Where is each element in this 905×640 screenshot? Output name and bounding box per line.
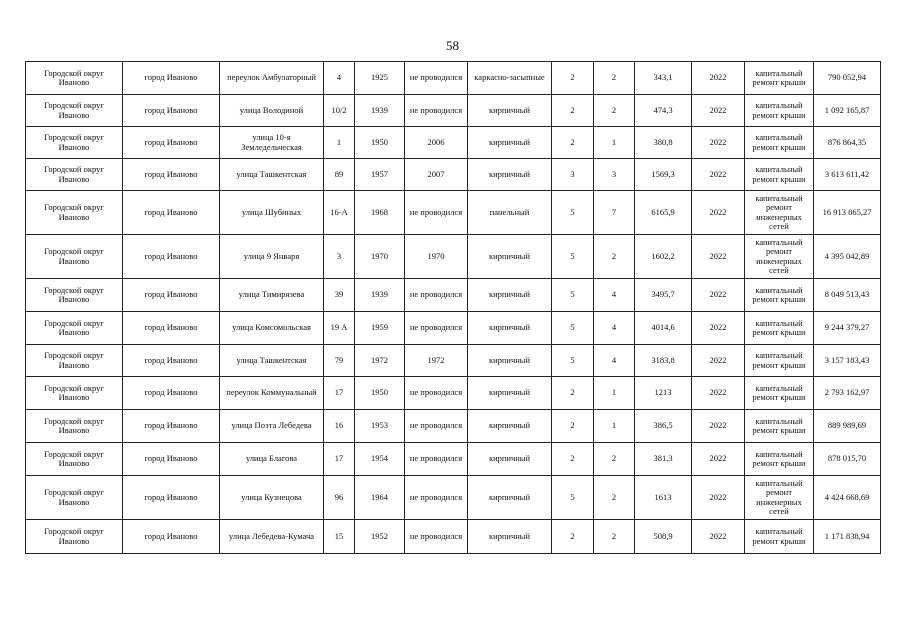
floors-cell: 5 — [552, 312, 594, 345]
municipality-cell: Городской округ Иваново — [26, 476, 123, 520]
area-cell: 1613 — [635, 476, 692, 520]
settlement-cell: город Иваново — [123, 127, 220, 159]
plan-year-cell: 2022 — [692, 345, 745, 377]
settlement-cell: город Иваново — [123, 443, 220, 476]
wall-material-cell: кирпичный — [468, 443, 552, 476]
wall-material-cell: панельный — [468, 191, 552, 235]
last-repair-year-cell: не проводился — [405, 443, 468, 476]
street-cell: улица Благова — [220, 443, 324, 476]
repair-type-cell: капитальный ремонт крыши — [745, 279, 814, 312]
municipality-cell: Городской округ Иваново — [26, 443, 123, 476]
floors-cell: 2 — [552, 410, 594, 443]
build-year-cell: 1939 — [355, 95, 405, 127]
table-row — [26, 279, 881, 312]
floors-cell: 5 — [552, 235, 594, 279]
cost-cell: 790 052,94 — [814, 62, 881, 95]
area-cell: 1602,2 — [635, 235, 692, 279]
house-number-cell: 10/2 — [324, 95, 355, 127]
street-cell: улица Ташкентская — [220, 159, 324, 191]
street-cell: улица 10-я Земледельческая — [220, 127, 324, 159]
floors-cell: 2 — [552, 443, 594, 476]
plan-year-cell: 2022 — [692, 476, 745, 520]
repair-type-cell: капитальный ремонт инженерных сетей — [745, 235, 814, 279]
entrances-cell: 2 — [594, 235, 635, 279]
last-repair-year-cell: не проводился — [405, 312, 468, 345]
area-cell: 474,3 — [635, 95, 692, 127]
house-number-cell: 96 — [324, 476, 355, 520]
house-number-cell: 39 — [324, 279, 355, 312]
repair-type-cell: капитальный ремонт инженерных сетей — [745, 476, 814, 520]
floors-cell: 5 — [552, 476, 594, 520]
entrances-cell: 1 — [594, 377, 635, 410]
plan-year-cell: 2022 — [692, 312, 745, 345]
plan-year-cell: 2022 — [692, 410, 745, 443]
build-year-cell: 1953 — [355, 410, 405, 443]
house-number-cell: 16-А — [324, 191, 355, 235]
last-repair-year-cell: не проводился — [405, 279, 468, 312]
repair-type-cell: капитальный ремонт крыши — [745, 345, 814, 377]
municipality-cell: Городской округ Иваново — [26, 520, 123, 554]
area-cell: 386,5 — [635, 410, 692, 443]
cost-cell: 4 395 042,89 — [814, 235, 881, 279]
repair-type-cell: капитальный ремонт крыши — [745, 312, 814, 345]
floors-cell: 5 — [552, 345, 594, 377]
wall-material-cell: кирпичный — [468, 520, 552, 554]
last-repair-year-cell: не проводился — [405, 476, 468, 520]
table-row — [26, 410, 881, 443]
municipality-cell: Городской округ Иваново — [26, 159, 123, 191]
municipality-cell: Городской округ Иваново — [26, 191, 123, 235]
cost-cell: 889 989,69 — [814, 410, 881, 443]
house-number-cell: 3 — [324, 235, 355, 279]
municipality-cell: Городской округ Иваново — [26, 410, 123, 443]
municipality-cell: Городской округ Иваново — [26, 377, 123, 410]
street-cell: улица Лебедева-Кумача — [220, 520, 324, 554]
last-repair-year-cell: не проводился — [405, 62, 468, 95]
build-year-cell: 1950 — [355, 127, 405, 159]
entrances-cell: 2 — [594, 476, 635, 520]
house-number-cell: 89 — [324, 159, 355, 191]
settlement-cell: город Иваново — [123, 159, 220, 191]
wall-material-cell: кирпичный — [468, 127, 552, 159]
floors-cell: 2 — [552, 127, 594, 159]
last-repair-year-cell: не проводился — [405, 191, 468, 235]
build-year-cell: 1939 — [355, 279, 405, 312]
street-cell: переулок Коммунальный — [220, 377, 324, 410]
street-cell: улица Кузнецова — [220, 476, 324, 520]
floors-cell: 5 — [552, 279, 594, 312]
wall-material-cell: кирпичный — [468, 410, 552, 443]
area-cell: 381,3 — [635, 443, 692, 476]
repair-type-cell: капитальный ремонт крыши — [745, 159, 814, 191]
table-row — [26, 443, 881, 476]
build-year-cell: 1952 — [355, 520, 405, 554]
wall-material-cell: кирпичный — [468, 279, 552, 312]
cost-cell: 3 157 183,43 — [814, 345, 881, 377]
area-cell: 380,8 — [635, 127, 692, 159]
cost-cell: 8 049 513,43 — [814, 279, 881, 312]
cost-cell: 1 092 165,87 — [814, 95, 881, 127]
last-repair-year-cell: не проводился — [405, 95, 468, 127]
wall-material-cell: кирпичный — [468, 476, 552, 520]
wall-material-cell: кирпичный — [468, 159, 552, 191]
last-repair-year-cell: не проводился — [405, 520, 468, 554]
settlement-cell: город Иваново — [123, 312, 220, 345]
entrances-cell: 7 — [594, 191, 635, 235]
house-number-cell: 79 — [324, 345, 355, 377]
settlement-cell: город Иваново — [123, 476, 220, 520]
settlement-cell: город Иваново — [123, 410, 220, 443]
house-number-cell: 15 — [324, 520, 355, 554]
wall-material-cell: кирпичный — [468, 377, 552, 410]
area-cell: 508,9 — [635, 520, 692, 554]
wall-material-cell: кирпичный — [468, 345, 552, 377]
build-year-cell: 1964 — [355, 476, 405, 520]
last-repair-year-cell: не проводился — [405, 377, 468, 410]
table-row — [26, 345, 881, 377]
street-cell: улица Ташкентская — [220, 345, 324, 377]
street-cell: улица Шубиных — [220, 191, 324, 235]
repair-type-cell: капитальный ремонт инженерных сетей — [745, 191, 814, 235]
municipality-cell: Городской округ Иваново — [26, 95, 123, 127]
table-row — [26, 191, 881, 235]
table-row — [26, 159, 881, 191]
municipality-cell: Городской округ Иваново — [26, 312, 123, 345]
street-cell: улица Поэта Лебедева — [220, 410, 324, 443]
cost-cell: 3 613 611,42 — [814, 159, 881, 191]
entrances-cell: 4 — [594, 345, 635, 377]
cost-cell: 16 913 865,27 — [814, 191, 881, 235]
entrances-cell: 1 — [594, 127, 635, 159]
repair-type-cell: капитальный ремонт крыши — [745, 443, 814, 476]
street-cell: переулок Амбулаторный — [220, 62, 324, 95]
table-row — [26, 235, 881, 279]
street-cell: улица Тимирязева — [220, 279, 324, 312]
plan-year-cell: 2022 — [692, 191, 745, 235]
settlement-cell: город Иваново — [123, 235, 220, 279]
repair-type-cell: капитальный ремонт крыши — [745, 127, 814, 159]
table-row — [26, 377, 881, 410]
table-row — [26, 476, 881, 520]
last-repair-year-cell: 2006 — [405, 127, 468, 159]
municipality-cell: Городской округ Иваново — [26, 279, 123, 312]
floors-cell: 2 — [552, 520, 594, 554]
build-year-cell: 1954 — [355, 443, 405, 476]
street-cell: улица Комсомольская — [220, 312, 324, 345]
build-year-cell: 1957 — [355, 159, 405, 191]
settlement-cell: город Иваново — [123, 377, 220, 410]
plan-year-cell: 2022 — [692, 159, 745, 191]
plan-year-cell: 2022 — [692, 520, 745, 554]
cost-cell: 4 424 668,69 — [814, 476, 881, 520]
entrances-cell: 2 — [594, 520, 635, 554]
plan-year-cell: 2022 — [692, 443, 745, 476]
area-cell: 3183,8 — [635, 345, 692, 377]
housing-repair-table — [25, 61, 881, 554]
house-number-cell: 17 — [324, 377, 355, 410]
settlement-cell: город Иваново — [123, 345, 220, 377]
build-year-cell: 1968 — [355, 191, 405, 235]
entrances-cell: 3 — [594, 159, 635, 191]
floors-cell: 3 — [552, 159, 594, 191]
build-year-cell: 1950 — [355, 377, 405, 410]
cost-cell: 878 015,70 — [814, 443, 881, 476]
street-cell: улица 9 Января — [220, 235, 324, 279]
cost-cell: 9 244 379,27 — [814, 312, 881, 345]
municipality-cell: Городской округ Иваново — [26, 62, 123, 95]
wall-material-cell: кирпичный — [468, 235, 552, 279]
cost-cell: 2 793 162,97 — [814, 377, 881, 410]
repair-type-cell: капитальный ремонт крыши — [745, 520, 814, 554]
house-number-cell: 1 — [324, 127, 355, 159]
cost-cell: 876 864,35 — [814, 127, 881, 159]
table-row — [26, 95, 881, 127]
house-number-cell: 19 А — [324, 312, 355, 345]
repair-type-cell: капитальный ремонт крыши — [745, 377, 814, 410]
floors-cell: 2 — [552, 95, 594, 127]
build-year-cell: 1970 — [355, 235, 405, 279]
settlement-cell: город Иваново — [123, 520, 220, 554]
entrances-cell: 2 — [594, 62, 635, 95]
entrances-cell: 2 — [594, 95, 635, 127]
last-repair-year-cell: 1970 — [405, 235, 468, 279]
settlement-cell: город Иваново — [123, 95, 220, 127]
wall-material-cell: каркасно-засыпные — [468, 62, 552, 95]
plan-year-cell: 2022 — [692, 95, 745, 127]
cost-cell: 1 171 838,94 — [814, 520, 881, 554]
table-row — [26, 520, 881, 554]
settlement-cell: город Иваново — [123, 279, 220, 312]
entrances-cell: 1 — [594, 410, 635, 443]
area-cell: 1569,3 — [635, 159, 692, 191]
area-cell: 3495,7 — [635, 279, 692, 312]
build-year-cell: 1972 — [355, 345, 405, 377]
repair-type-cell: капитальный ремонт крыши — [745, 62, 814, 95]
entrances-cell: 2 — [594, 443, 635, 476]
plan-year-cell: 2022 — [692, 279, 745, 312]
municipality-cell: Городской округ Иваново — [26, 127, 123, 159]
floors-cell: 2 — [552, 62, 594, 95]
build-year-cell: 1925 — [355, 62, 405, 95]
plan-year-cell: 2022 — [692, 235, 745, 279]
table-row — [26, 62, 881, 95]
plan-year-cell: 2022 — [692, 62, 745, 95]
house-number-cell: 16 — [324, 410, 355, 443]
settlement-cell: город Иваново — [123, 62, 220, 95]
area-cell: 343,1 — [635, 62, 692, 95]
repair-type-cell: капитальный ремонт крыши — [745, 95, 814, 127]
wall-material-cell: кирпичный — [468, 95, 552, 127]
settlement-cell: город Иваново — [123, 191, 220, 235]
last-repair-year-cell: не проводился — [405, 410, 468, 443]
build-year-cell: 1959 — [355, 312, 405, 345]
page-number: 58 — [446, 38, 459, 53]
street-cell: улица Володиной — [220, 95, 324, 127]
floors-cell: 5 — [552, 191, 594, 235]
municipality-cell: Городской округ Иваново — [26, 235, 123, 279]
municipality-cell: Городской округ Иваново — [26, 345, 123, 377]
last-repair-year-cell: 1972 — [405, 345, 468, 377]
plan-year-cell: 2022 — [692, 127, 745, 159]
wall-material-cell: кирпичный — [468, 312, 552, 345]
repair-type-cell: капитальный ремонт крыши — [745, 410, 814, 443]
plan-year-cell: 2022 — [692, 377, 745, 410]
house-number-cell: 4 — [324, 62, 355, 95]
entrances-cell: 4 — [594, 279, 635, 312]
house-number-cell: 17 — [324, 443, 355, 476]
table-row — [26, 312, 881, 345]
entrances-cell: 4 — [594, 312, 635, 345]
area-cell: 4014,6 — [635, 312, 692, 345]
area-cell: 6165,9 — [635, 191, 692, 235]
floors-cell: 2 — [552, 377, 594, 410]
last-repair-year-cell: 2007 — [405, 159, 468, 191]
table-row — [26, 127, 881, 159]
area-cell: 1213 — [635, 377, 692, 410]
